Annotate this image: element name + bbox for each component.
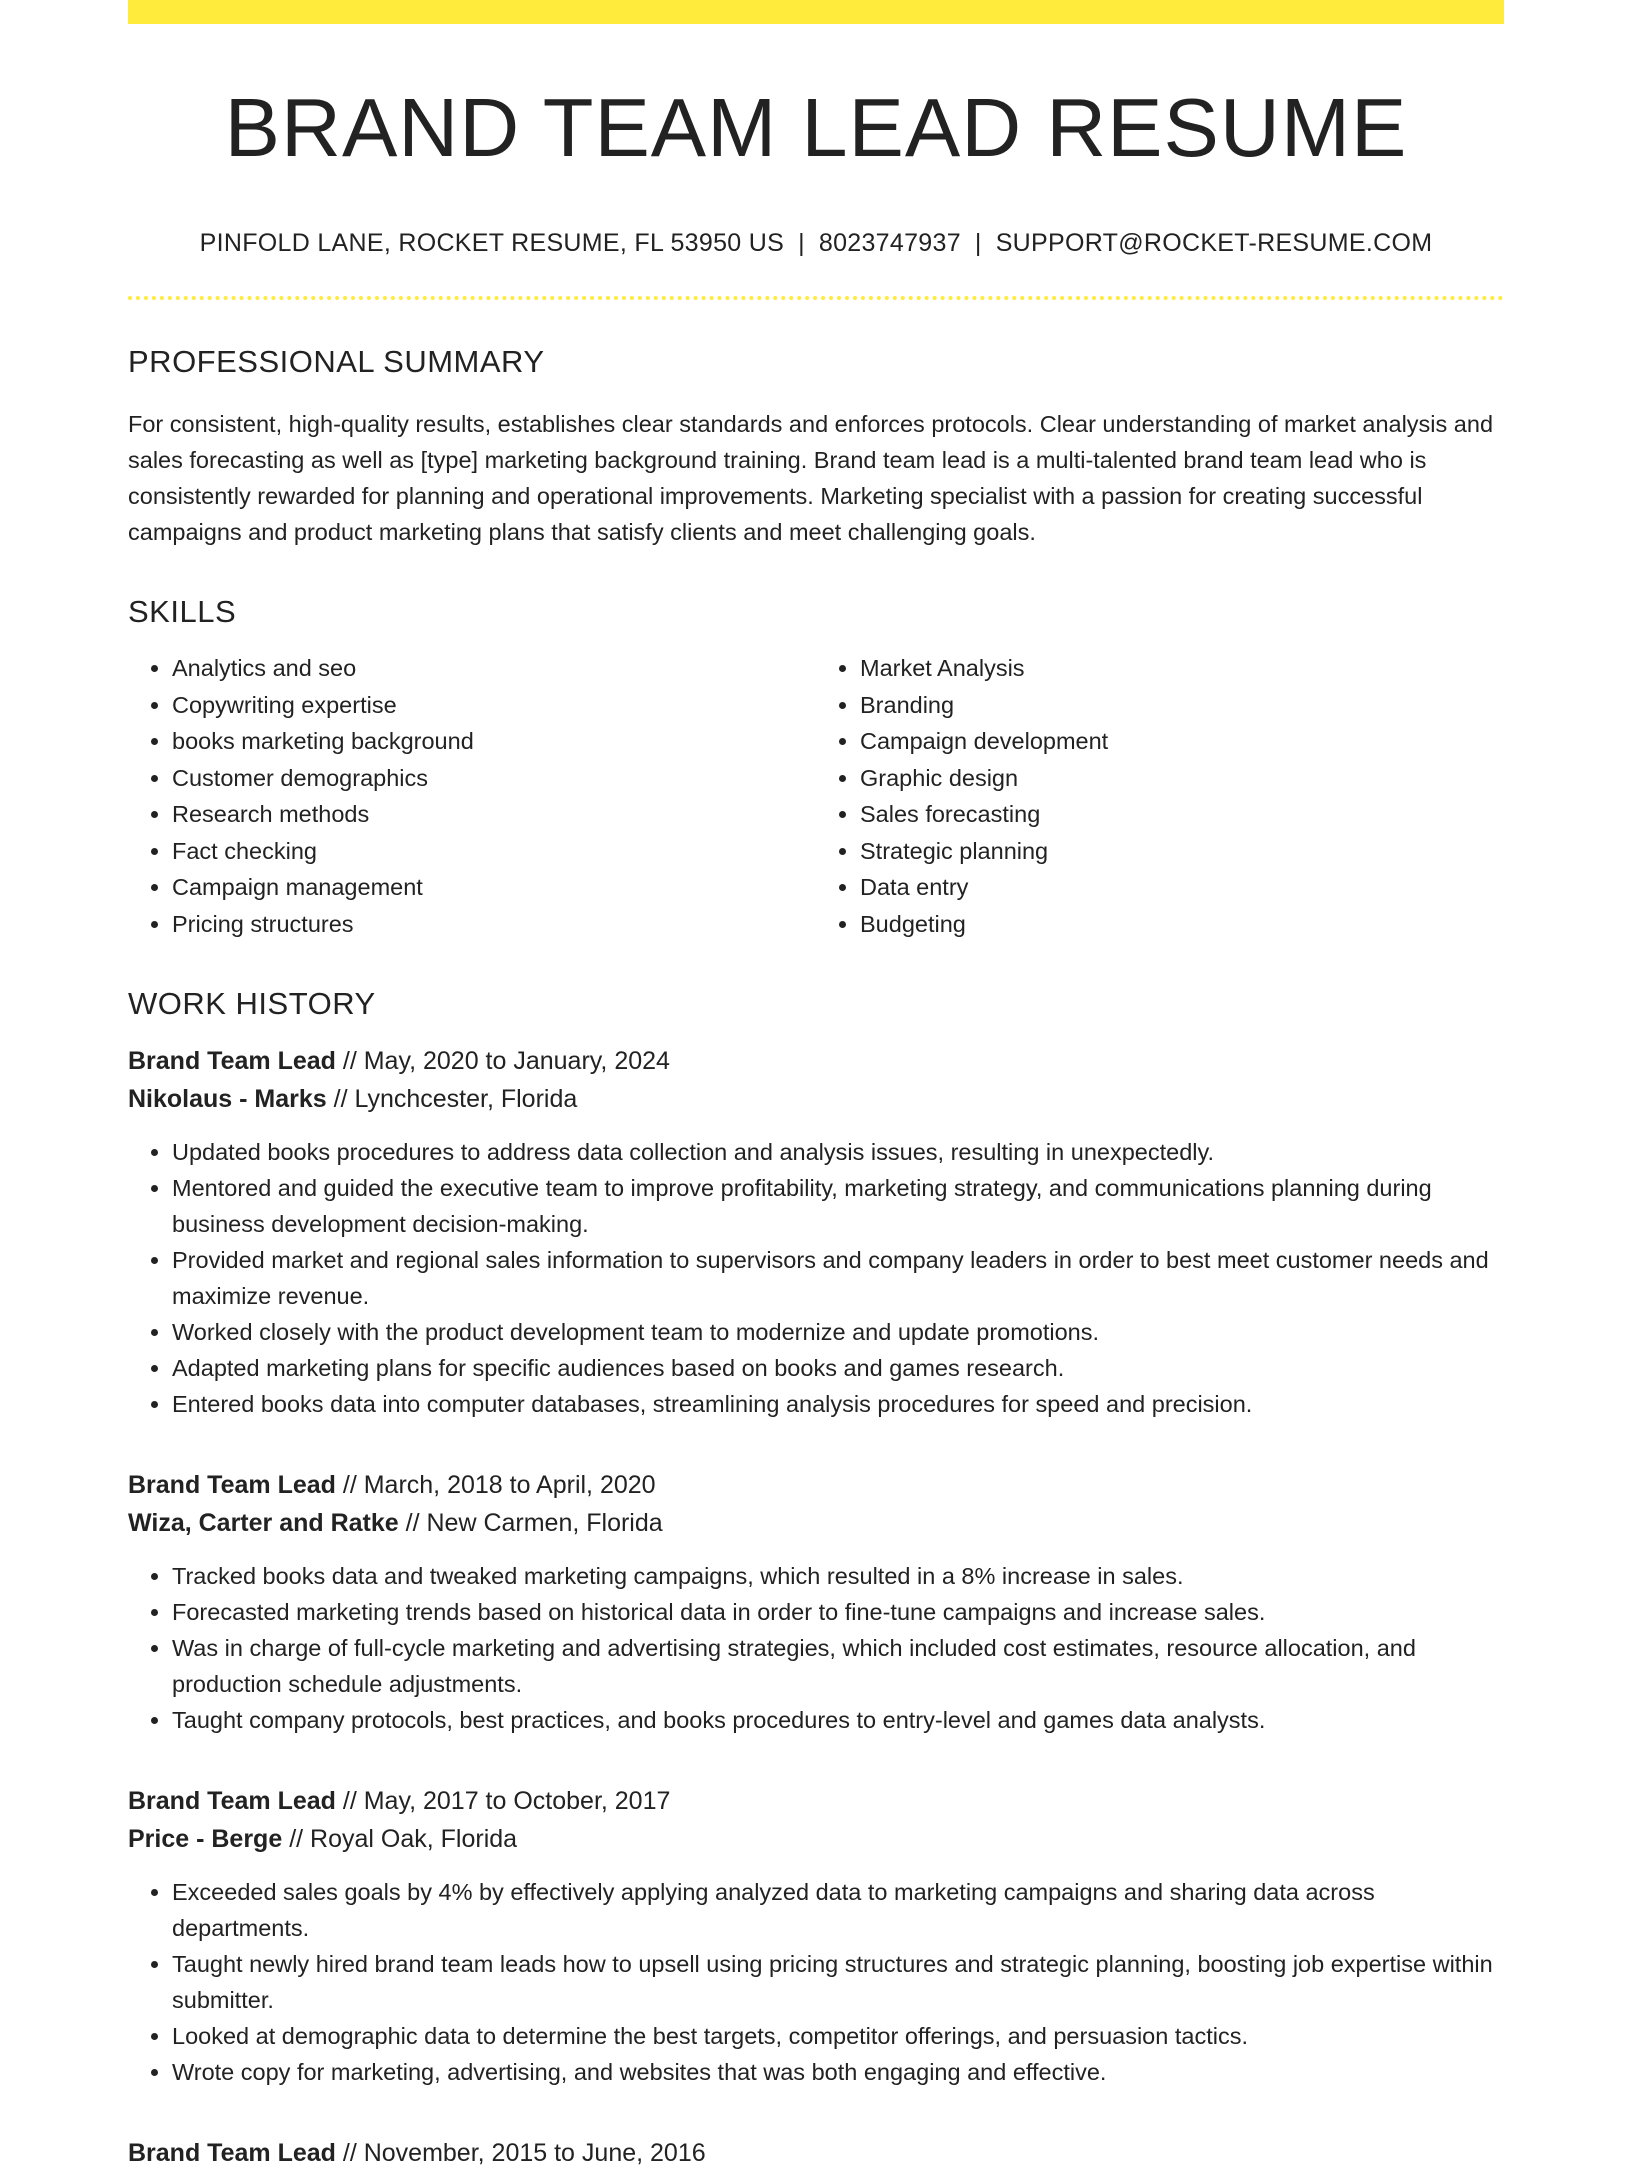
job-company: Nikolaus - Marks	[128, 1085, 327, 1114]
skills-column-left	[128, 650, 816, 942]
skill-item: • Research methods	[172, 796, 816, 833]
skill-item: • Campaign management	[172, 869, 816, 906]
job-dates: // May, 2020 to January, 2024	[335, 1047, 670, 1076]
job-company-line	[128, 1820, 1504, 1858]
work-history-list	[128, 1042, 1504, 2172]
skills-heading: SKILLS	[128, 594, 237, 630]
job-role: Brand Team Lead	[128, 1047, 336, 1076]
skill-item: • Strategic planning	[860, 833, 1504, 870]
job-company: Price - Berge	[128, 1825, 283, 1854]
job-bullets	[128, 1558, 1504, 1738]
job-bullet: • Updated books procedures to address data collection and analysis issues, resulting in unexpectedly.	[172, 1134, 1504, 1170]
job-bullet: • Taught newly hired brand team leads how to upsell using pricing structures and strategic planning, boosting job expertise within submitter.	[172, 1946, 1504, 2018]
job-role: Brand Team Lead	[128, 2139, 336, 2168]
skill-item: • Copywriting expertise	[172, 687, 816, 724]
job-bullet: • Mentored and guided the executive team to improve profitability, marketing strategy, and communications planning during business development decision-making.	[172, 1170, 1504, 1242]
resume-title: BRAND TEAM LEAD RESUME	[224, 81, 1408, 174]
job-entry	[128, 1466, 1504, 1738]
work-history-heading: WORK HISTORY	[128, 986, 376, 1022]
job-bullet: • Tracked books data and tweaked marketing campaigns, which resulted in a 8% increase in sales.	[172, 1558, 1504, 1594]
job-entry	[128, 1782, 1504, 2090]
job-bullet: • Worked closely with the product development team to modernize and update promotions.	[172, 1314, 1504, 1350]
job-dates: // May, 2017 to October, 2017	[335, 1787, 671, 1816]
accent-top-bar	[128, 0, 1504, 24]
skill-item: • Pricing structures	[172, 906, 816, 943]
job-company: Wiza, Carter and Ratke	[128, 1509, 399, 1538]
skill-item: • Branding	[860, 687, 1504, 724]
job-bullet: • Forecasted marketing trends based on historical data in order to fine-tune campaigns and increase sales.	[172, 1594, 1504, 1630]
job-bullet: • Looked at demographic data to determine the best targets, competitor offerings, and persuasion tactics.	[172, 2018, 1504, 2054]
job-bullets	[128, 1874, 1504, 2090]
job-bullet: • Taught company protocols, best practices, and books procedures to entry-level and games data analysts.	[172, 1702, 1504, 1738]
job-role-line	[128, 1782, 1504, 1820]
job-entry	[128, 2134, 1504, 2172]
skills-list	[128, 650, 1504, 942]
job-bullet: • Adapted marketing plans for specific audiences based on books and games research.	[172, 1350, 1504, 1386]
contact-separator: |	[798, 229, 805, 258]
job-role-line	[128, 2134, 1504, 2172]
contact-phone: 8023747937	[818, 229, 961, 258]
skills-column-right	[816, 650, 1504, 942]
contact-email: SUPPORT@ROCKET-RESUME.COM	[995, 229, 1433, 258]
dotted-divider	[128, 296, 1504, 300]
job-bullet: • Entered books data into computer databases, streamlining analysis procedures for speed and precision.	[172, 1386, 1504, 1422]
job-role-line	[128, 1042, 1504, 1080]
contact-separator: |	[974, 229, 982, 258]
skill-item: • Budgeting	[860, 906, 1504, 943]
skill-item: • Analytics and seo	[172, 650, 816, 687]
job-company-line	[128, 1080, 1504, 1118]
resume-page	[128, 0, 1504, 2172]
job-role: Brand Team Lead	[128, 1471, 336, 1500]
job-role: Brand Team Lead	[128, 1787, 336, 1816]
job-bullet: • Exceeded sales goals by 4% by effectively applying analyzed data to marketing campaigns and sharing data across departments.	[172, 1874, 1504, 1946]
job-entry	[128, 1042, 1504, 1422]
job-location: // New Carmen, Florida	[398, 1509, 663, 1538]
skill-item: • Campaign development	[860, 723, 1504, 760]
skill-item: • Market Analysis	[860, 650, 1504, 687]
contact-line	[128, 229, 1504, 258]
job-role-line	[128, 1466, 1504, 1504]
job-dates: // March, 2018 to April, 2020	[335, 1471, 656, 1500]
contact-address: PINFOLD LANE, ROCKET RESUME, FL 53950 US	[199, 229, 785, 258]
job-bullet: • Was in charge of full-cycle marketing and advertising strategies, which included cost estimates, resource allocation, and production schedule adjustments.	[172, 1630, 1504, 1702]
job-location: // Royal Oak, Florida	[282, 1825, 518, 1854]
job-location: // Lynchcester, Florida	[326, 1085, 578, 1114]
job-bullet: • Provided market and regional sales information to supervisors and company leaders in order to best meet customer needs and maximize revenue.	[172, 1242, 1504, 1314]
job-bullets	[128, 1134, 1504, 1422]
job-bullet: • Wrote copy for marketing, advertising, and websites that was both engaging and effective.	[172, 2054, 1504, 2090]
job-company-line	[128, 1504, 1504, 1542]
job-dates: // November, 2015 to June, 2016	[335, 2139, 706, 2168]
skill-item: • Data entry	[860, 869, 1504, 906]
skill-item: • Fact checking	[172, 833, 816, 870]
skill-item: • Sales forecasting	[860, 796, 1504, 833]
skill-item: • Graphic design	[860, 760, 1504, 797]
summary-heading: PROFESSIONAL SUMMARY	[128, 344, 545, 380]
summary-text: For consistent, high-quality results, establishes clear standards and enforces protocols. Clear understanding of market analysis and sales forecasting as well as [type] marketing background training. Brand team lead is a multi-talented brand team lead who is consistently rewarded for planning and operational improvements. Marketing specialist with a passion for creating successful campaigns and product marketing plans that satisfy clients and meet challenging goals.	[128, 411, 1494, 546]
skill-item: • Customer demographics	[172, 760, 816, 797]
skill-item: • books marketing background	[172, 723, 816, 760]
